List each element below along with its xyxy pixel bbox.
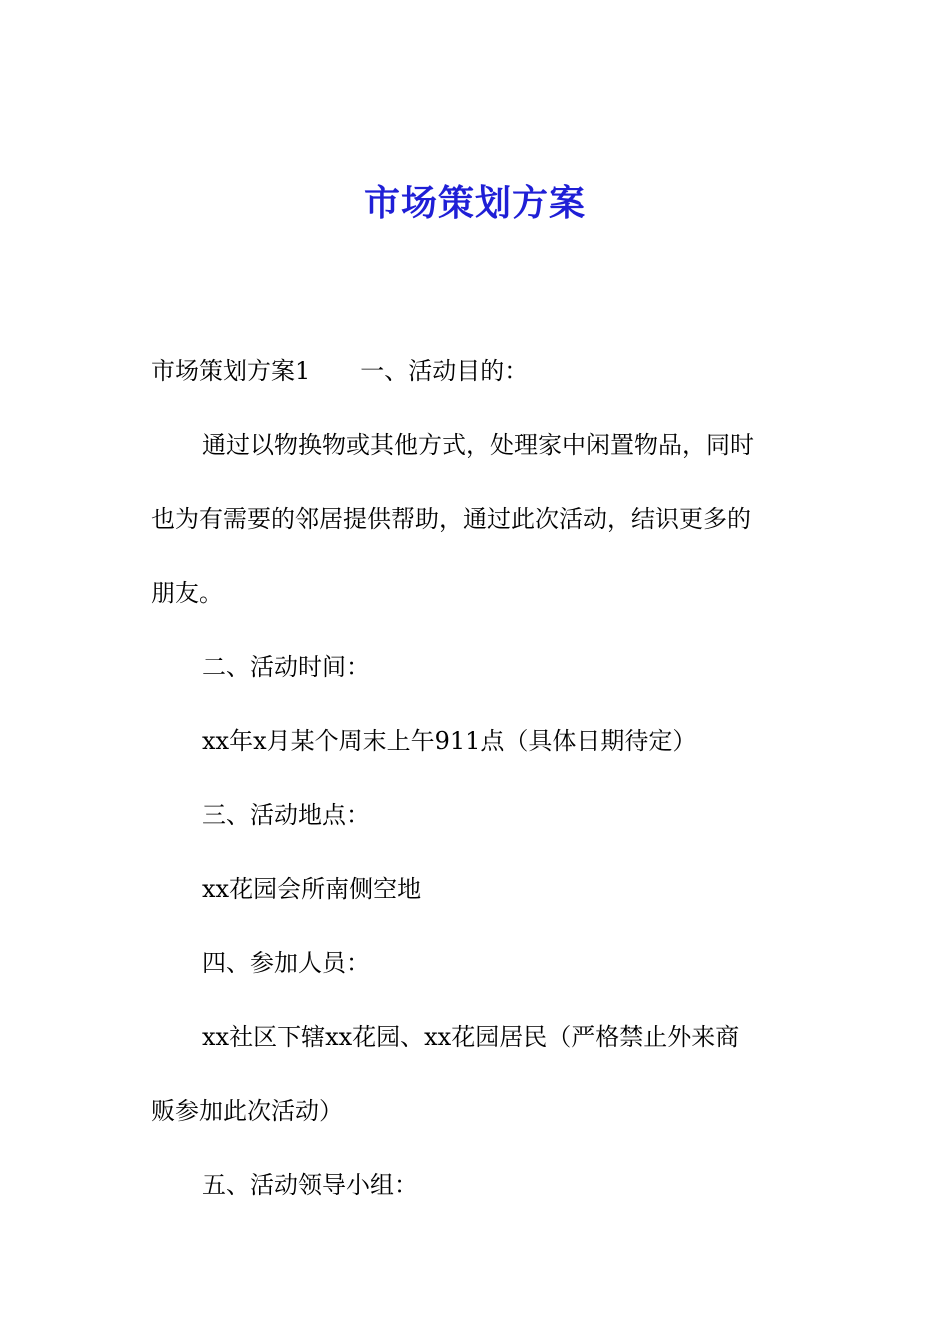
paragraph-line: 贩参加此次活动） <box>151 1097 343 1125</box>
paragraph-line: xx社区下辖xx花园、xx花园居民（严格禁止外来商 <box>202 1023 740 1051</box>
paragraph-line: xx年x月某个周末上午911点（具体日期待定） <box>202 727 697 755</box>
document-body <box>151 334 801 1222</box>
document-title: 市场策划方案 <box>363 182 586 224</box>
paragraph-line: xx花园会所南侧空地 <box>202 875 422 903</box>
section-purpose-heading: 一、活动目的： <box>360 357 529 385</box>
paragraph-line: 也为有需要的邻居提供帮助，通过此次活动，结识更多的 <box>151 505 751 533</box>
section-participants-heading: 四、参加人员： <box>202 949 370 977</box>
section-time-heading: 二、活动时间： <box>202 653 370 681</box>
paragraph-line: 朋友。 <box>151 579 223 607</box>
paragraph-heading-line <box>151 334 801 408</box>
paragraph-line: 通过以物换物或其他方式，处理家中闲置物品，同时 <box>202 431 754 459</box>
heading-label: 市场策划方案1 <box>151 357 311 385</box>
section-location-heading: 三、活动地点： <box>202 801 370 829</box>
section-leadership-heading: 五、活动领导小组： <box>202 1171 418 1199</box>
